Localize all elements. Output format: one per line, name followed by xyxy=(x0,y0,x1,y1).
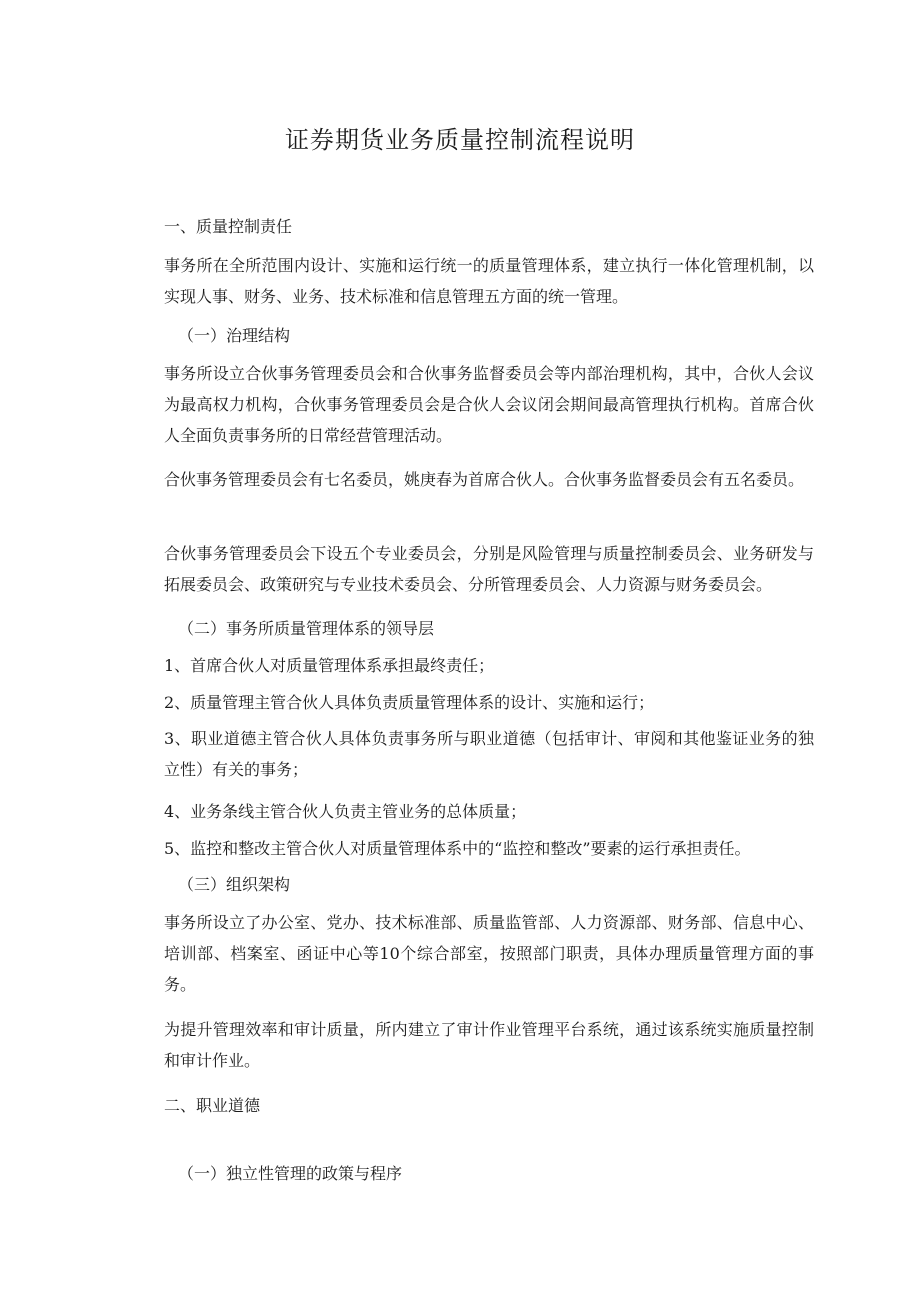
subsection-heading-independence: （一）独立性管理的政策与程序 xyxy=(178,1164,403,1183)
paragraph-text: 合伙事务管理委员会有七名委员，姚庚春为首席合伙人。合伙事务监督委员会有五名委员。 xyxy=(164,470,805,489)
paragraph-text: 事务所设立合伙事务管理委员会和合伙事务监督委员会等内部治理机构，其中，合伙人会议为最高权力机构，合伙事务管理委员会是合伙人会议闭会期间最高管理执行机构。首席合伙人全面负责事务所的日常经营管理活动。 xyxy=(164,364,814,445)
paragraph-text: 合伙事务管理委员会下设五个专业委员会，分别是风险管理与质量控制委员会、业务研发与拓展委员会、政策研究与专业技术委员会、分所管理委员会、人力资源与财务委员会。 xyxy=(164,544,814,594)
paragraph-governance-3 xyxy=(164,538,814,600)
paragraph-text: 事务所设立了办公室、党办、技术标准部、质量监管部、人力资源部、财务部、信息中心、培训部、档案室、函证中心等10个综合部室，按照部门职责，具体办理质量管理方面的事务。 xyxy=(164,913,814,994)
paragraph-governance-1 xyxy=(164,358,814,451)
paragraph-governance-2 xyxy=(164,464,814,495)
list-item-4: 4、业务条线主管合伙人负责主管业务的总体质量； xyxy=(164,802,527,821)
paragraph-text: 事务所在全所范围内设计、实施和运行统一的质量管理体系，建立执行一体化管理机制，以实现人事、财务、业务、技术标准和信息管理五方面的统一管理。 xyxy=(164,256,814,306)
paragraph-organization-2 xyxy=(164,1014,814,1076)
list-item-5: 5、监控和整改主管合伙人对质量管理体系中的“监控和整改”要素的运行承担责任。 xyxy=(164,839,751,858)
section-heading-quality-control: 一、质量控制责任 xyxy=(164,217,293,236)
paragraph-text: 为提升管理效率和审计质量，所内建立了审计作业管理平台系统，通过该系统实施质量控制和审计作业。 xyxy=(164,1020,814,1070)
subsection-heading-governance: （一）治理结构 xyxy=(178,326,291,345)
list-item-2: 2、质量管理主管合伙人具体负责质量管理体系的设计、实施和运行； xyxy=(164,693,655,712)
list-item-1: 1、首席合伙人对质量管理体系承担最终责任； xyxy=(164,656,495,675)
subsection-heading-organization: （三）组织架构 xyxy=(178,875,291,894)
document-title: 证券期货业务质量控制流程说明 xyxy=(285,126,635,154)
paragraph-organization-1 xyxy=(164,907,814,1000)
section-heading-professional-ethics: 二、职业道德 xyxy=(164,1096,261,1115)
subsection-heading-leadership: （二）事务所质量管理体系的领导层 xyxy=(178,619,435,638)
list-item-3: 3、职业道德主管合伙人具体负责事务所与职业道德（包括审计、审阅和其他鉴证业务的独立性）有关的事务； xyxy=(164,729,814,779)
paragraph-quality-system xyxy=(164,250,814,312)
